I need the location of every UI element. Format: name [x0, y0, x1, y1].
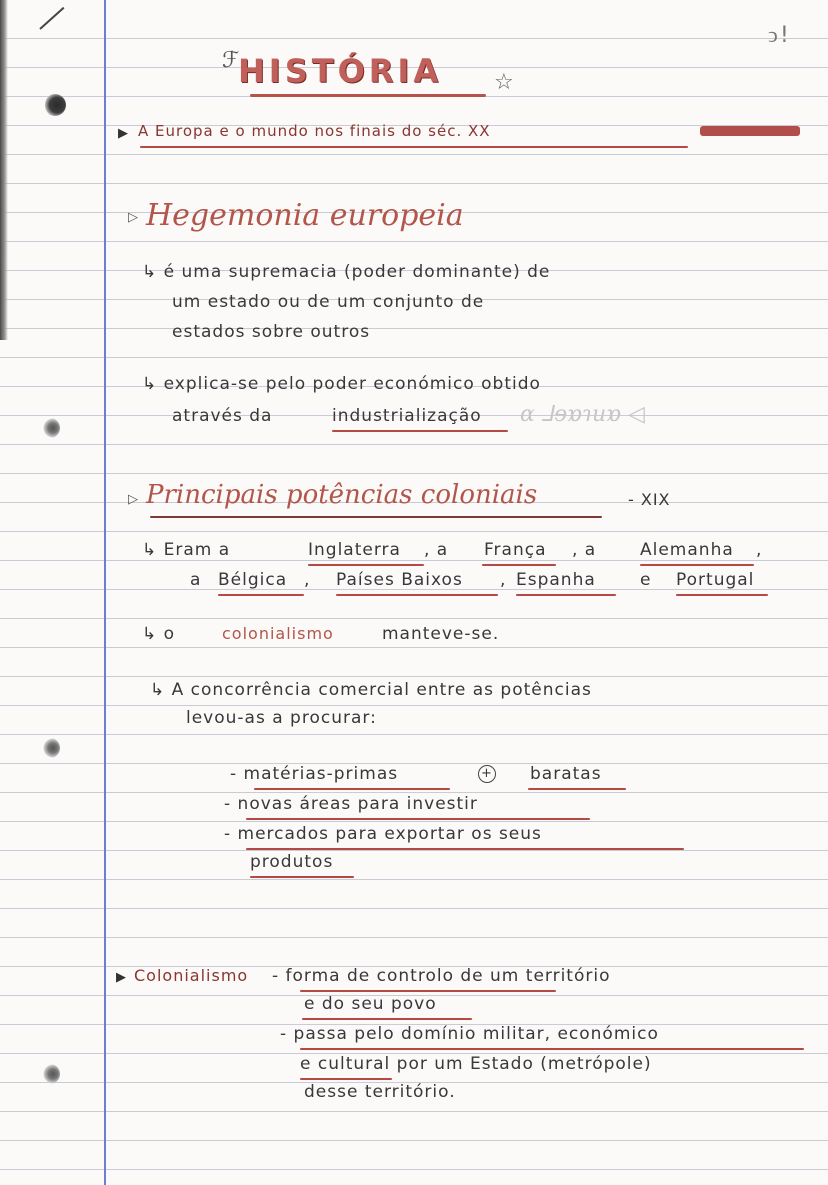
bullet-triangle-icon: ▷ — [128, 210, 138, 225]
potencias-point1-line2-g: e — [640, 570, 652, 590]
list-item-materias-primas: - matérias-primas — [230, 764, 399, 784]
hegemonia-point2-line2-prefix: através da — [172, 406, 273, 426]
colonialismo-def2-line1: - passa pelo domínio militar, económico — [280, 1024, 659, 1044]
binder-hole-icon — [40, 1064, 60, 1084]
country-espanha: Espanha — [516, 570, 596, 590]
potencias-point2-suffix: manteve-se. — [382, 624, 500, 644]
highlight-bar — [700, 126, 800, 136]
potencias-point1-g: , — [756, 540, 763, 560]
hegemonia-point1-line2: um estado ou de um conjunto de — [172, 292, 485, 312]
country-alemanha: Alemanha — [640, 540, 734, 560]
hegemonia-point1-line1: ↳ é uma supremacia (poder dominante) de — [142, 262, 551, 282]
def-underline — [300, 990, 556, 992]
subtitle: A Europa e o mundo nos finais do séc. XX — [138, 122, 491, 140]
section-heading-potencias: Principais potências coloniais — [146, 480, 538, 510]
colonialismo-def1-line2: e do seu povo — [304, 994, 437, 1014]
page-edge-shadow — [0, 0, 8, 340]
list-item-baratas: baratas — [530, 764, 602, 784]
margin-line — [104, 0, 106, 1185]
title-underline — [250, 94, 486, 97]
country-portugal: Portugal — [676, 570, 755, 590]
term-underline — [332, 430, 508, 432]
list-item-mercados-line1: - mercados para exportar os seus — [224, 824, 542, 844]
potencias-point1-line2-a: a — [190, 570, 202, 590]
section-heading-hegemonia: Hegemonia europeia — [146, 198, 464, 233]
country-underline — [308, 564, 424, 566]
potencias-point3-line2: levou-as a procurar: — [186, 708, 377, 728]
binder-hole-icon — [44, 94, 66, 116]
title-flourish-icon: ℱ — [222, 48, 240, 73]
page-title: HISTÓRIA — [238, 52, 443, 90]
country-underline — [640, 564, 754, 566]
def-underline — [302, 1018, 472, 1020]
potencias-point1-e: , a — [572, 540, 597, 560]
section-heading-suffix: - XIX — [628, 490, 671, 509]
list-underline — [246, 818, 590, 820]
star-icon: ☆ — [494, 70, 514, 95]
country-inglaterra: Inglaterra — [308, 540, 401, 560]
binder-hole-icon — [40, 738, 60, 758]
def-underline — [300, 1078, 392, 1080]
country-underline — [482, 564, 556, 566]
def-underline — [300, 1048, 804, 1050]
colonialismo-term: Colonialismo — [134, 966, 249, 985]
list-underline — [528, 788, 626, 790]
bullet-triangle-icon: ▷ — [128, 492, 138, 507]
doodle-icon: ↄ! — [768, 23, 792, 48]
list-item-novas-areas: - novas áreas para investir — [224, 794, 478, 814]
potencias-point1-a: ↳ Eram a — [142, 540, 231, 560]
country-underline — [336, 594, 498, 596]
subtitle-underline — [140, 146, 688, 148]
colonialismo-def2-line2: e cultural por um Estado (metrópole) — [300, 1054, 652, 1074]
hegemonia-point1-line3: estados sobre outros — [172, 322, 371, 342]
list-underline — [250, 876, 354, 878]
potencias-point1-c: , a — [424, 540, 449, 560]
country-underline — [676, 594, 768, 596]
bullet-triangle-icon: ▶ — [116, 970, 126, 985]
country-franca: França — [484, 540, 547, 560]
potencias-point1-line2-e: , — [500, 570, 507, 590]
bleed-through-text: ɑ ⅃ɘɒɿиɒ ◁ — [520, 402, 645, 427]
colonialismo-def1-line1: - forma de controlo de um território — [272, 966, 611, 986]
hegemonia-point2-term: industrialização — [332, 406, 482, 426]
potencias-point2-prefix: ↳ o — [142, 624, 176, 644]
country-belgica: Bélgica — [218, 570, 288, 590]
binder-hole-icon — [40, 418, 60, 438]
list-item-mercados-line2: produtos — [250, 852, 334, 872]
potencias-point3-line1: ↳ A concorrência comercial entre as potências — [150, 680, 592, 700]
colonialismo-def2-line3: desse território. — [304, 1082, 456, 1102]
potencias-point1-line2-c: , — [304, 570, 311, 590]
country-underline — [516, 594, 616, 596]
country-paises-baixos: Países Baixos — [336, 570, 463, 590]
heading-underline — [150, 516, 602, 518]
list-underline — [254, 788, 450, 790]
plus-circle-icon: + — [478, 764, 496, 784]
potencias-point2-term: colonialismo — [222, 624, 334, 643]
bullet-triangle-icon: ▶ — [118, 126, 128, 141]
country-underline — [218, 594, 304, 596]
hegemonia-point2-line1: ↳ explica-se pelo poder económico obtido — [142, 374, 541, 394]
list-underline — [246, 848, 684, 850]
